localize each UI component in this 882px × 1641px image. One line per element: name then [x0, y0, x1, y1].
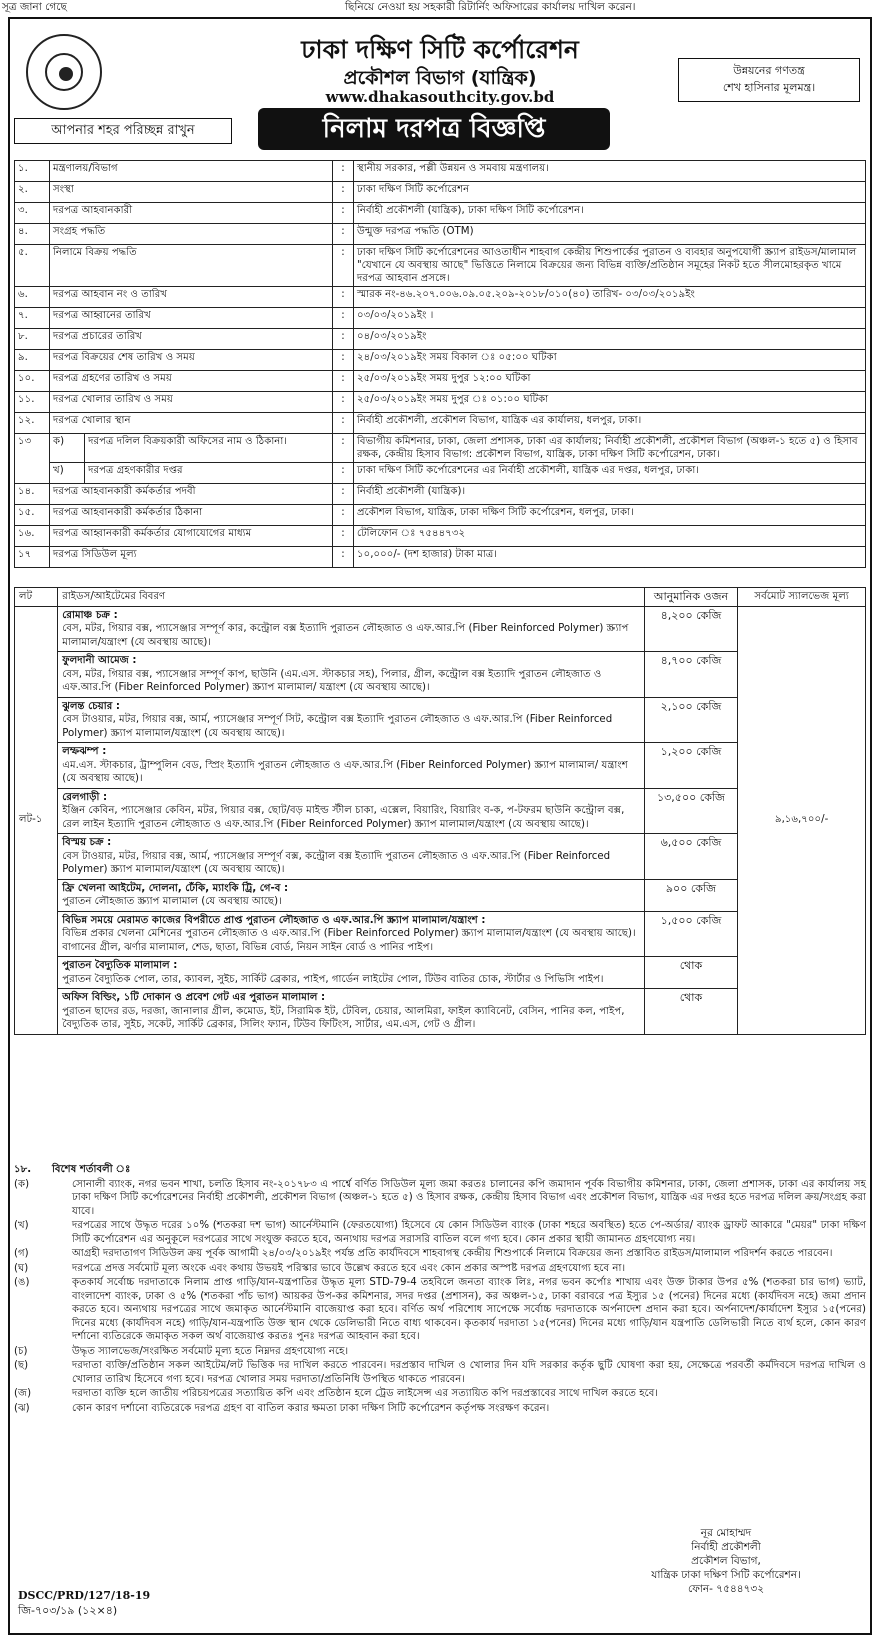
lot-item-description — [58, 788, 644, 834]
condition-key: (ঙ) — [14, 1277, 30, 1288]
motto-line-2: শেখ হাসিনার মূলমন্ত্র। — [722, 81, 816, 94]
condition-item — [14, 1178, 866, 1219]
info-row-answer: নির্বাহী প্রকৌশলী (যান্ত্রিক)। — [354, 484, 866, 505]
info-row-answer: নির্বাহী প্রকৌশলী, প্রকৌশল বিভাগ, যান্ত্রিক এর কার্যালয়, ধলপুর, ঢাকা। — [354, 413, 866, 434]
info-row-subkey: খ) — [50, 463, 85, 484]
info-row-answer: ২৫/০৩/২০১৯ইং সময় দুপুর ১২:০০ ঘটিকা — [354, 371, 866, 392]
condition-key: (ছ) — [14, 1360, 29, 1371]
lot-item-body: পুরাতন লৌহজাত স্ক্র্যাপ মালামাল (যে অবস্থায় আছে)। — [62, 896, 282, 907]
info-row-number: ১০. — [15, 371, 50, 392]
info-row-answer: স্থানীয় সরকার, পল্লী উন্নয়ন ও সমবায় মন্ত্রণালয়। — [354, 161, 866, 182]
info-row-number: ২. — [15, 182, 50, 203]
info-row-question: দরপত্র আহবানকারী — [50, 203, 333, 224]
info-row-number: ৩. — [15, 203, 50, 224]
lot-item-title: পুরাতন বৈদ্যুতিক মালামাল : — [62, 960, 178, 971]
info-row-question: মন্ত্রণালয়/বিভাগ — [50, 161, 333, 182]
condition-text: আগ্রহী দরদাতাগণ সিডিউল ক্রয় পূর্বক আগামী ২৪/০৩/২০১৯ইং পর্যন্ত প্রতি কার্যদিবসে শাহবাগস্থ কেন্দ্রীয় শিশুপার্কে নিলামে বিক্রয়ের জন্য প্রস্তাবিত রাইডস/মালামাল পরিদর্শন করতে পারবেন। — [72, 1248, 833, 1259]
lot-item-description — [58, 911, 644, 957]
info-row-13a — [15, 434, 866, 463]
info-row-question: নিলামে বিক্রয় পদ্ধতি — [50, 245, 333, 287]
info-row-colon: : — [333, 161, 354, 182]
lot-item-description — [58, 606, 644, 652]
lot-item-body: বিভিন্ন প্রকার খেলনা মেশিনের পুরাতন লৌহজাত ও এফ.আর.পি (Fiber Reinforced Polymer) স্ক্র্যাপ মালামাল/যন্ত্রাংশ (যে অবস্থায় আছে)। বাগানের গ্রীল, ঝর্ণার মালামাল, শেড, ছাতা, বিভিন্ন বোর্ড, নিয়ন সাইন বোর্ড ও পানির পাইপ। — [62, 928, 636, 953]
info-row-number: ৮. — [15, 329, 50, 350]
info-row-answer: ০৪/০৩/২০১৯ইং — [354, 329, 866, 350]
info-row-question: দরপত্র গ্রহণের তারিখ ও সময় — [50, 371, 333, 392]
condition-text: দরদাতা ব্যক্তি হলে জাতীয় পরিচয়পত্রের সত্যায়িত কপি এবং প্রতিষ্ঠান হলে ট্রেড লাইসেন্স এর সত্যায়িত কপি দরপ্রস্তাবের সাথে দাখিল করতে হবে। — [72, 1388, 659, 1399]
special-conditions — [14, 1163, 866, 1416]
info-row-question: দরপত্র গ্রহণকারীর দপ্তর — [85, 463, 333, 484]
info-row-colon: : — [333, 350, 354, 371]
motto-line-1: উন্নয়নের গণতন্ত্র — [733, 64, 805, 77]
info-row-colon: : — [333, 224, 354, 245]
dscc-seal-logo — [26, 34, 102, 110]
lot-item-body: পুরাতন ছাদের রড, দরজা, জানালার গ্রীল, কমোড, ইট, সিরামিক ইট, টেবিল, চেয়ার, আলমিরা, ফাইল ক্যাবিনেট, বেসিন, পানির কল, পাইপ, বৈদ্যুতিক তার, সুইচ, সকেট, সার্কিট ব্রেকার, সিলিং ফ্যান, টিউব ফিটিংস, সার্টার, এম.এস, গেট ও গ্রীল। — [62, 1005, 625, 1030]
info-row-number: ১২. — [15, 413, 50, 434]
motto-box — [678, 58, 860, 102]
info-row-colon: : — [333, 287, 354, 308]
info-row-colon: : — [333, 203, 354, 224]
lot-item-title: ফ্রি খেলনা আইটেম, দোলনা, ঢেঁকি, ম্যাংকি ট্রি, গে-ব : — [62, 882, 289, 894]
reference-gd: জি-৭০৩/১৯ (১২×৪) — [18, 1604, 118, 1617]
lot-item-description — [58, 743, 644, 789]
info-row-answer: ১০,০০০/- (দশ হাজার) টাকা মাত্র। — [354, 547, 866, 568]
info-row-question: দরপত্র দলিল বিক্রয়কারী অফিসের নাম ও ঠিকানা। — [85, 434, 333, 463]
condition-text: কোন কারণ দর্শানো ব্যতিরেকে দরপত্র গ্রহণ বা বাতিল করার ক্ষমতা ঢাকা দক্ষিণ সিটি কর্পোরেশন কর্তৃপক্ষ সংরক্ষণ করেন। — [72, 1402, 550, 1414]
lot-item-row — [15, 606, 866, 652]
seal-core — [59, 67, 73, 81]
lot-item-body: ইঞ্জিন কেবিন, প্যাসেঞ্জার কেবিন, মটর, গিয়ার বক্স, ছোট/বড় মাইল্ড স্টীল চাকা, এক্সেল, বিয়ারিং, বিয়ারিং ব-ক, প-টফরম ছাউনি কন্ট্রোল বক্স, রেল লাইন ইত্যাদি পুরাতন লৌহজাত ও এফ.আর.পি (Fiber Reinforced Polymer) স্ক্র্যাপ মালামাল/যন্ত্রাংশ (যে অবস্থায় আছে)। — [62, 805, 625, 830]
info-row-number: ১. — [15, 161, 50, 182]
top-strip-left-text: সূত্র জানা গেছে — [2, 1, 67, 13]
org-name: ঢাকা দক্ষিণ সিটি কর্পোরেশন — [301, 35, 579, 64]
info-row-question: দরপত্র আহ্বানকারী কর্মকর্তার যোগাযোগের মাধ্যম — [50, 526, 333, 547]
info-row-question: দরপত্র খোলার তারিখ ও সময় — [50, 392, 333, 413]
lot-item-body: বেস টাওয়ার, মটর, গিয়ার বক্স, আর্ম, প্যাসেঞ্জার সম্পূর্ণ বক্স, কন্ট্রোল বক্স ইত্যাদি পুরাতন লৌহজাত ও এফ.আর.পি (Fiber Reinforced Polymer) স্ক্র্যাপ মালামাল/যন্ত্রাংশ (যে অবস্থায় আছে)। — [62, 850, 611, 875]
info-row-question: দরপত্র খোলার স্থান — [50, 413, 333, 434]
info-row — [15, 203, 866, 224]
info-row — [15, 245, 866, 287]
signature-block — [586, 1526, 866, 1596]
condition-text: দরপত্রে প্রদত্ত সর্বমোট মূল্য অংকে এবং কথায় উভয়ই পরিস্কার ভাবে উল্লেখ করতে হবে এবং কোন প্রকার অস্পষ্ট দরপত্র গ্রহণযোগ্য হবে না। — [72, 1262, 626, 1274]
info-row-colon: : — [333, 413, 354, 434]
info-row-answer: ০৩/০৩/২০১৯ইং । — [354, 308, 866, 329]
condition-item — [14, 1345, 866, 1359]
lot-item-title: বিভিন্ন সময়ে মেরামত কাজের বিপরীতে প্রাপ্ত পুরাতন লৌহজাত ও এফ.আর.পি স্ক্র্যাপ মালামাল/যন্ত্রাংশ : — [62, 914, 486, 926]
info-row-question: দরপত্র বিক্রয়ের শেষ তারিখ ও সময় — [50, 350, 333, 371]
info-row-number: ১১. — [15, 392, 50, 413]
info-row-question: দরপত্র আহবানকারী কর্মকর্তার ঠিকানা — [50, 505, 333, 526]
lot-item-description — [58, 989, 644, 1035]
lot-item-weight: ১,৫০০ কেজি — [644, 911, 738, 957]
lot-item-body: বেস, মটর, গিয়ার বক্স, প্যাসেঞ্জার সম্পূর্ণ কার, কন্ট্রোল বক্স ইত্যাদি পুরাতন লৌহজাত ও এফ.আর.পি (Fiber Reinforced Polymer) স্ক্র্যাপ মালামাল/যন্ত্রাংশ (যে অবস্থায় আছে)। — [62, 623, 629, 648]
info-row-answer: টেলিফোন ঃ ৭৫৪৪৭৩২ — [354, 526, 866, 547]
info-row-answer: নির্বাহী প্রকৌশলী (যান্ত্রিক), ঢাকা দক্ষিণ সিটি কর্পোরেশন। — [354, 203, 866, 224]
condition-key: (জ) — [14, 1388, 32, 1399]
lot-item-title: ফুলদানী আমেজ : — [62, 655, 137, 666]
info-row — [15, 484, 866, 505]
info-row-number: ৫. — [15, 245, 50, 287]
condition-text: কৃতকার্য সর্বোচ্চ দরদাতাকে নিলাম প্রাপ্ত গাড়ি/যান-যন্ত্রপাতির উদ্ধৃত মূল্য STD-79-4 তহবিলে জনতা ব্যাংক লিঃ, নগর ভবন কর্পোঃ শাখায় এবং উক্ত টাকার উপর ৫% (শতকরা চার ভাগ) ভ্যাট, বাংলাদেশ ব্যাংক, ঢাকা ও ৫% (শতকরা পাঁচ ভাগ) আয়কর উপ-কর কমিশনার, সদর দপ্তর (প্রশাসন), কর অঞ্চল-১৫, ঢাকা বরাবরে পত্র ইস্যুর ১৫ (পনের) দিনের মধ্যে (কার্যদিবস নহে) জমা প্রদান করতে হবে। অন্যথায় দরপত্রের সাথে জমাকৃত আর্নেস্টমানি বাজেয়াপ্ত করা হবে। বর্ণিত অর্থ পরিশোধ সাপেক্ষে সর্বোচ্চ দরদাতাকে অর্পনাদেশ প্রদান করা হবে। অর্পনাদেশ/কার্যাদেশ ইস্যুর ১৫(পনের) দিনের মধ্যে (কার্যদিবস নহে) গাড়ি/যান-যন্ত্রপাতি উক্ত স্থান থেকে ডেলিভারী নিতে বাধ্য থাকবেন। কৃতকার্য দরদাতা ১৫(পনের) দিনের মধ্যে গাড়ি/যান যন্ত্রপাতি ডেলিভারী নিতে ব্যর্থ হলে, কোন কারণ দর্শানো ব্যতিরেকে জমাকৃত সকল অর্থ বাজেয়াপ্ত করতঃ পুনঃ দরপত্র আহবান করা হবে। — [72, 1277, 866, 1342]
info-row-question: দরপত্র সিডিউল মূল্য — [50, 547, 333, 568]
lot-item-weight: ৪,২০০ কেজি — [644, 606, 738, 652]
info-row — [15, 287, 866, 308]
top-strip — [0, 0, 882, 16]
website-link[interactable]: www.dhakasouthcity.gov.bd — [325, 88, 555, 106]
condition-key: (খ) — [14, 1220, 29, 1231]
lot-item-description — [58, 652, 644, 698]
info-row — [15, 350, 866, 371]
info-row-question: দরপত্র আহ্বানের তারিখ — [50, 308, 333, 329]
info-row — [15, 413, 866, 434]
condition-key: (গ) — [14, 1248, 29, 1259]
condition-text: দরদাতা ব্যক্তি/প্রতিষ্ঠান সকল আইটেম/লট ভিত্তিক দর দাখিল করতে পারবেন। দরপ্রস্তাব দাখিল ও খোলার দিন যদি সরকার কর্তৃক ছুটি ঘোষণা করা হয়, সেক্ষেত্রে পরবর্তী কর্মদিবসে দরপত্র দাখিল ও খোলার তারিখ হিসেবে গণ্য হবে। দরপত্র খোলার সময় দরদাতা/প্রতিনিধি উপস্থিত থাকতে পারবেন। — [72, 1360, 866, 1385]
signatory-name: নূর মোহাম্মদ — [700, 1527, 752, 1539]
signatory-phone: ফোন- ৭৫৪৪৭৩২ — [687, 1583, 765, 1595]
lot-item-body: পুরাতন বৈদ্যুতিক পোল, তার, ক্যাবল, সুইচ, সার্কিট ব্রেকার, পাইপ, গার্ডেন লাইটের পোল, টিউব বাতির চোক, স্টার্টার ও পিভিসি পাইপ। — [62, 973, 604, 985]
info-row — [15, 392, 866, 413]
lot-item-weight: থোক — [644, 989, 738, 1035]
lots-header-price: সর্বমোট স্যালভেজ মূল্য — [738, 588, 866, 607]
info-row-number: ৪. — [15, 224, 50, 245]
info-row-colon: : — [333, 182, 354, 203]
reference-code: DSCC/PRD/127/18-19 — [18, 1589, 151, 1602]
info-row-question: সংগ্রহ পদ্ধতি — [50, 224, 333, 245]
info-row-number: ১৪. — [15, 484, 50, 505]
info-row-number: ১৩ — [15, 434, 50, 484]
info-row — [15, 182, 866, 203]
condition-text: দরপত্রের সাথে উদ্ধৃত দরের ১০% (শতকরা দশ ভাগ) আর্নেস্টমানি (ফেরতযোগ্য) হিসেবে যে কোন সিডিউল ব্যাংক (ঢাকা শহরে অবস্থিত) হতে পে-অর্ডার/ ব্যাংক ড্রাফট আকারে "মেয়র" ঢাকা দক্ষিণ সিটি কর্পোরেশন এর অনুকূলে দরপত্রের সাথে সংযুক্ত করতে হবে, অন্যথায় দরপত্র সরাসরি বাতিল বলে গণ্য হবে। কোন প্রকার স্থায়ী জামানত গ্রহণযোগ্য নয়। — [72, 1220, 866, 1245]
reference-block — [18, 1588, 150, 1618]
info-row-colon: : — [333, 526, 354, 547]
info-row-colon: : — [333, 547, 354, 568]
lots-header-row — [15, 588, 866, 607]
lot-item-title: লম্ফঝম্প : — [62, 746, 107, 757]
info-row-question: দরপত্র প্রচারের তারিখ — [50, 329, 333, 350]
top-strip-right-text: ছিনিয়ে নেওয়া হয় সহকারী রিটার্নিং অফিসারের কার্যালয় দাখিল করেন। — [345, 1, 636, 13]
signatory-org: যান্ত্রিক ঢাকা দক্ষিণ সিটি কর্পোরেশন। — [651, 1569, 801, 1581]
condition-key: (ঝ) — [14, 1402, 30, 1414]
lots-table — [14, 587, 866, 1035]
lot-item-description — [58, 879, 644, 911]
condition-item — [14, 1247, 866, 1261]
condition-key: (চ) — [14, 1345, 28, 1357]
info-row-number: ১৫. — [15, 505, 50, 526]
info-row-colon: : — [333, 434, 354, 463]
info-row-colon: : — [333, 329, 354, 350]
info-row — [15, 161, 866, 182]
lots-header-description: রাইডস/আইটেমের বিবরণ — [58, 588, 644, 607]
lot-item-weight: ৯০০ কেজি — [644, 879, 738, 911]
lot-item-weight: থোক — [644, 957, 738, 989]
condition-item — [14, 1387, 866, 1401]
signatory-dept: প্রকৌশল বিভাগ, — [691, 1555, 761, 1567]
notice-banner-title: নিলাম দরপত্র বিজ্ঞপ্তি — [258, 108, 610, 150]
condition-text: সোনালী ব্যাংক, নগর ভবন শাখা, চলতি হিসাব নং-২০১৭৮৩ এ পার্শ্বে বর্ণিত সিডিউল মূল্য জমা করতঃ চালানের কপি জমাদান পূর্বক বিভাগীয় কমিশনার, ঢাকা, জেলা প্রশাসক, ঢাকা এর কার্যালয় সহ ঢাকা দক্ষিণ সিটি কর্পোরেশনের নির্বাহী প্রকৌশলী, প্রকৌশল বিভাগ (অঞ্চল-১ হতে ৫) ও হিসাব রক্ষক, কেন্দ্রীয় হিসাব বিভাগ এবং প্রকৌশল বিভাগ, যান্ত্রিক এর দপ্তর হতে দরপত্র দলিল ক্রয়/সংগ্রহ করা যাবে। — [72, 1178, 866, 1217]
lot-item-title: রোমাঞ্চ চক্র : — [62, 609, 118, 621]
info-row — [15, 329, 866, 350]
lot-item-weight: ৪,৭০০ কেজি — [644, 652, 738, 698]
info-row-answer: উন্মুক্ত দরপত্র পদ্ধতি (OTM) — [354, 224, 866, 245]
info-row-number: ১৬. — [15, 526, 50, 547]
lots-header-lot: লট — [15, 588, 58, 607]
conditions-heading — [14, 1163, 866, 1177]
info-row — [15, 224, 866, 245]
lot-item-description — [58, 957, 644, 989]
lot-total-price: ৯,১৬,৭০০/- — [738, 606, 866, 1034]
lot-item-weight: ১,২০০ কেজি — [644, 743, 738, 789]
info-row — [15, 505, 866, 526]
info-row-number: ৯. — [15, 350, 50, 371]
info-row-number: ১৭ — [15, 547, 50, 568]
lot-item-title: ঝুলন্ত চেয়ার : — [62, 700, 120, 712]
condition-item — [14, 1359, 866, 1386]
signatory-title: নির্বাহী প্রকৌশলী — [691, 1541, 761, 1553]
info-row-question: সংস্থা — [50, 182, 333, 203]
condition-text: উদ্ধৃত স্যালভেজ/সংরক্ষিত সর্বমোট মূল্য হতে নিম্নদর গ্রহণযোগ্য নহে। — [72, 1345, 349, 1357]
city-slogan-box: আপনার শহর পরিচ্ছন্ন রাখুন — [14, 118, 232, 144]
lot-item-title: বিস্ময় চক্র : — [62, 837, 112, 848]
department-name: প্রকৌশল বিভাগ (যান্ত্রিক) — [343, 67, 537, 89]
info-row-colon: : — [333, 505, 354, 526]
condition-item — [14, 1402, 866, 1416]
lot-item-body: বেস টাওয়ার, মটর, গিয়ার বক্স, আর্ম, প্যাসেঞ্জার সম্পূর্ণ সিট, কন্ট্রোল বক্স ইত্যাদি পুরাতন লৌহজাত ও এফ.আর.পি (Fiber Reinforced Polymer) স্ক্র্যাপ মালামাল/যন্ত্রাংশ (যে অবস্থায় আছে)। — [62, 714, 613, 739]
info-row — [15, 526, 866, 547]
info-row-colon: : — [333, 392, 354, 413]
info-row-answer: স্মারক নং-৪৬.২০৭.০০৬.০৯.০৫.২০৯-২০১৮/০১০(৪০) তারিখ- ০৩/০৩/২০১৯ইং — [354, 287, 866, 308]
info-row-13b — [15, 463, 866, 484]
lot-item-title: অফিস বিল্ডিং, ১টি দোকান ও প্রবেশ গেট এর পুরাতন মালামাল : — [62, 992, 326, 1003]
condition-key: (ক) — [14, 1178, 30, 1190]
condition-item — [14, 1219, 866, 1246]
lot-label: লট-১ — [15, 606, 58, 1034]
info-row-colon: : — [333, 484, 354, 505]
lot-item-weight: ৬,৫০০ কেজি — [644, 834, 738, 880]
lot-item-body: বেস, মটর, গিয়ার বক্স, প্যাসেঞ্জার সম্পূর্ণ কাপ, ছাউনি (এম.এস. স্টাকচার সহ), পিলার, গ্রীল, কন্ট্রোল বক্স ইত্যাদি পুরাতন লৌহজাত ও এফ.আর.পি (Fiber Reinforced Polymer) স্ক্র্যাপ মালামাল/ যন্ত্রাংশ (যে অবস্থায় আছে)। — [62, 668, 602, 693]
info-row-question: দরপত্র আহবানকারী কর্মকর্তার পদবী — [50, 484, 333, 505]
info-row-answer: ২৫/০৩/২০১৯ইং সময় দুপুর ঃ ০১:০০ ঘটিকা — [354, 392, 866, 413]
info-row-answer: ঢাকা দক্ষিণ সিটি কর্পোরেশন — [354, 182, 866, 203]
lot-item-description — [58, 834, 644, 880]
lots-header-weight: আনুমানিক ওজন — [644, 588, 738, 607]
info-row-subkey: ক) — [50, 434, 85, 463]
conditions-title: বিশেষ শর্তাবলী ঃ — [52, 1164, 131, 1175]
info-row-question: দরপত্র আহবান নং ও তারিখ — [50, 287, 333, 308]
lot-item-body: এম.এস. স্টাকচার, ট্রাম্পুলিন বেড, স্প্রিং ইত্যাদি পুরাতন লৌহজাত ও এফ.আর.পি (Fiber Reinforced Polymer) স্ক্র্যাপ মালামাল/ যন্ত্রাংশ (যে অবস্থায় আছে)। — [62, 759, 628, 784]
conditions-number: ১৮. — [14, 1164, 32, 1175]
info-row — [15, 308, 866, 329]
info-row-answer: ঢাকা দক্ষিণ সিটি কর্পোরেশনের এর নির্বাহী প্রকৌশলী, যান্ত্রিক এর দপ্তর, ধলপুর, ঢাকা। — [354, 463, 866, 484]
info-row-colon: : — [333, 245, 354, 287]
lot-item-weight: ১৩,৫০০ কেজি — [644, 788, 738, 834]
info-row-answer: ২৪/০৩/২০১৯ইং সময় বিকাল ঃ ০৫:০০ ঘটিকা — [354, 350, 866, 371]
info-row-answer: বিভাগীয় কমিশনার, ঢাকা, জেলা প্রশাসক, ঢাকা এর কার্যালয়; নির্বাহী প্রকৌশলী, প্রকৌশল বিভাগ (অঞ্চল-১ হতে ৫) ও হিসাব রক্ষক, কেন্দ্রীয় হিসাব বিভাগ: প্রকৌশল বিভাগ, যান্ত্রিক, ঢাকা দক্ষিণ সিটি কর্পোরেশন, ঢাকা। — [354, 434, 866, 463]
info-row-number: ৬. — [15, 287, 50, 308]
info-row — [15, 371, 866, 392]
info-row-colon: : — [333, 463, 354, 484]
info-row-colon: : — [333, 308, 354, 329]
condition-key: (ঘ) — [14, 1262, 29, 1274]
info-row-colon: : — [333, 371, 354, 392]
info-row-answer: ঢাকা দক্ষিণ সিটি কর্পোরেশনের আওতাধীন শাহবাগ কেন্দ্রীয় শিশুপার্কের পুরাতন ও ব্যবহার অনুপযোগী স্ক্র্যাপ রাইডস/মালামাল "যেখানে যে অবস্থায় আছে" ভিত্তিতে নিলামে বিক্রয়ের জন্য বিভিন্ন ব্যক্তি/প্রতিষ্ঠান সমূহের নিকট হতে সীলমোহরকৃত খামে দরপত্র আহবান প্রসঙ্গে। — [354, 245, 866, 287]
lot-item-weight: ২,১০০ কেজি — [644, 697, 738, 743]
info-row-answer: প্রকৌশল বিভাগ, যান্ত্রিক, ঢাকা দক্ষিণ সিটি কর্পোরেশন, ধলপুর, ঢাকা। — [354, 505, 866, 526]
condition-item — [14, 1262, 866, 1276]
info-row — [15, 547, 866, 568]
lot-item-title: রেলগাড়ী : — [62, 791, 108, 803]
info-row-number: ৭. — [15, 308, 50, 329]
tender-info-table — [14, 160, 866, 568]
lot-item-description — [58, 697, 644, 743]
condition-item — [14, 1276, 866, 1344]
